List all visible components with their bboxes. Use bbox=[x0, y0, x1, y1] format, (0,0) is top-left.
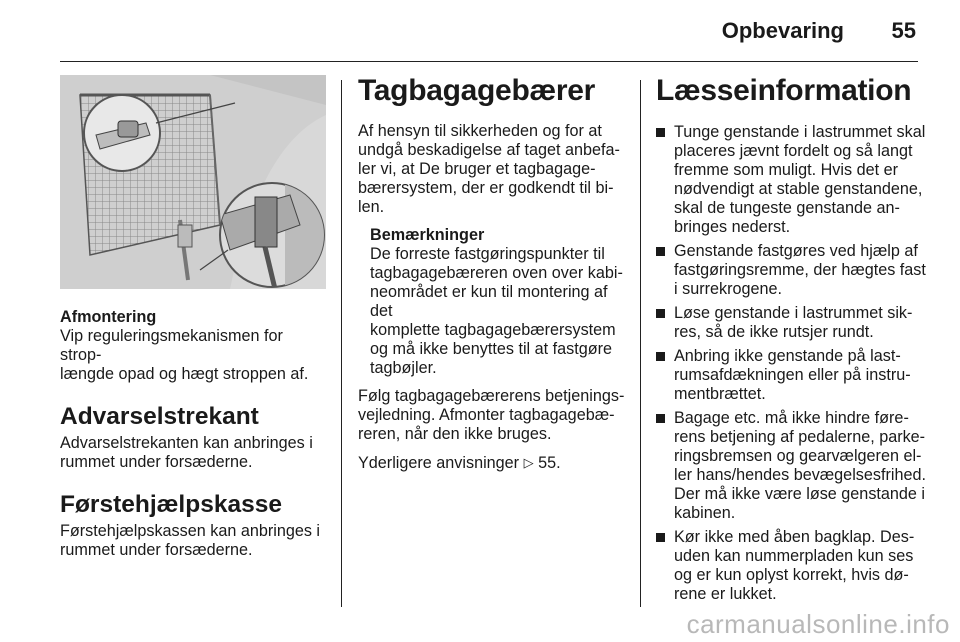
bullet-square-icon bbox=[656, 533, 665, 542]
header-rule bbox=[60, 61, 918, 62]
note-title: Bemærkninger bbox=[370, 226, 485, 244]
arrow-ref-icon: ▷ bbox=[523, 455, 534, 470]
column-divider-1 bbox=[341, 80, 342, 607]
note-body: De forreste fastgøringspunkter til tagbagagebæreren oven over kabi- neområdet er kun til montering af det komplette tagbagagebærersystem og må ikke benyttes til at fastgøre tagbøjler. bbox=[370, 245, 623, 377]
list-item: Anbring ikke genstande på last- rumsafdækningen eller på instru- mentbrættet. bbox=[656, 347, 926, 404]
section-advarselstrekant bbox=[60, 403, 328, 472]
section-heading: Læsseinformation bbox=[656, 74, 912, 107]
further-reference bbox=[358, 453, 626, 473]
section-heading: Tagbagagebærer bbox=[358, 74, 595, 107]
list-item: Genstande fastgøres ved hjælp af fastgøringsremme, der hægtes fast i surrekrogene. bbox=[656, 242, 926, 299]
cargo-net-illustration bbox=[60, 75, 326, 289]
note-box bbox=[358, 226, 626, 378]
column-1 bbox=[60, 75, 328, 560]
page-header bbox=[0, 18, 960, 42]
section-title: Opbevaring bbox=[721, 18, 844, 43]
section-body: Vip reguleringsmekanismen for strop- længde opad og hægt stroppen af. bbox=[60, 327, 309, 383]
further-text: Yderligere anvisninger bbox=[358, 454, 520, 472]
column-divider-2 bbox=[640, 80, 641, 607]
list-item: Tunge genstande i lastrummet skal placeres jævnt fordelt og så langt fremme som muligt. Hvis det er nødvendigt at stable genstandene, skal de tungeste genstande an- bringes nederst. bbox=[656, 123, 926, 237]
section-body: Advarselstrekanten kan anbringes i rummet under forsæderne. bbox=[60, 434, 313, 471]
section-body: Førstehjælpskassen kan anbringes i rummet under forsæderne. bbox=[60, 522, 321, 559]
bullet-square-icon bbox=[656, 309, 665, 318]
bullet-square-icon bbox=[656, 352, 665, 361]
intro-paragraph: Af hensyn til sikkerheden og for at undgå beskadigelse af taget anbefa- ler vi, at De bruger et tagbagage- bærersystem, der er godkendt til bi- len. bbox=[358, 122, 620, 216]
watermark: carmanualsonline.info bbox=[686, 609, 950, 639]
bullet-square-icon bbox=[656, 247, 665, 256]
section-heading: Førstehjælpskasse bbox=[60, 491, 282, 518]
further-page: 55. bbox=[538, 454, 561, 472]
section-heading: Afmontering bbox=[60, 308, 157, 326]
list-item: Løse genstande i lastrummet sik- res, så de ikke rutsjer rundt. bbox=[656, 304, 926, 342]
column-2 bbox=[358, 74, 626, 473]
section-forstehjaelpskasse bbox=[60, 491, 328, 560]
column-3 bbox=[656, 74, 926, 609]
page-number: 55 bbox=[891, 18, 916, 43]
section-afmontering bbox=[60, 308, 328, 384]
bullet-list bbox=[656, 123, 926, 604]
list-item: Bagage etc. må ikke hindre føre- rens betjening af pedalerne, parke- ringsbremsen og gearvælgeren el- ler hans/hendes bevægelsesfrihed. Der må ikke være løse genstande i kabinen. bbox=[656, 409, 926, 523]
list-item: Kør ikke med åben bagklap. Des- uden kan nummerpladen kun ses og er kun oplyst korrekt, hvis dø- rene er lukket. bbox=[656, 528, 926, 604]
follow-paragraph: Følg tagbagagebærerens betjenings- vejledning. Afmonter tagbagagebæ- reren, når den ikke bruges. bbox=[358, 387, 625, 443]
bullet-square-icon bbox=[656, 128, 665, 137]
section-heading: Advarselstrekant bbox=[60, 403, 259, 430]
bullet-square-icon bbox=[656, 414, 665, 423]
